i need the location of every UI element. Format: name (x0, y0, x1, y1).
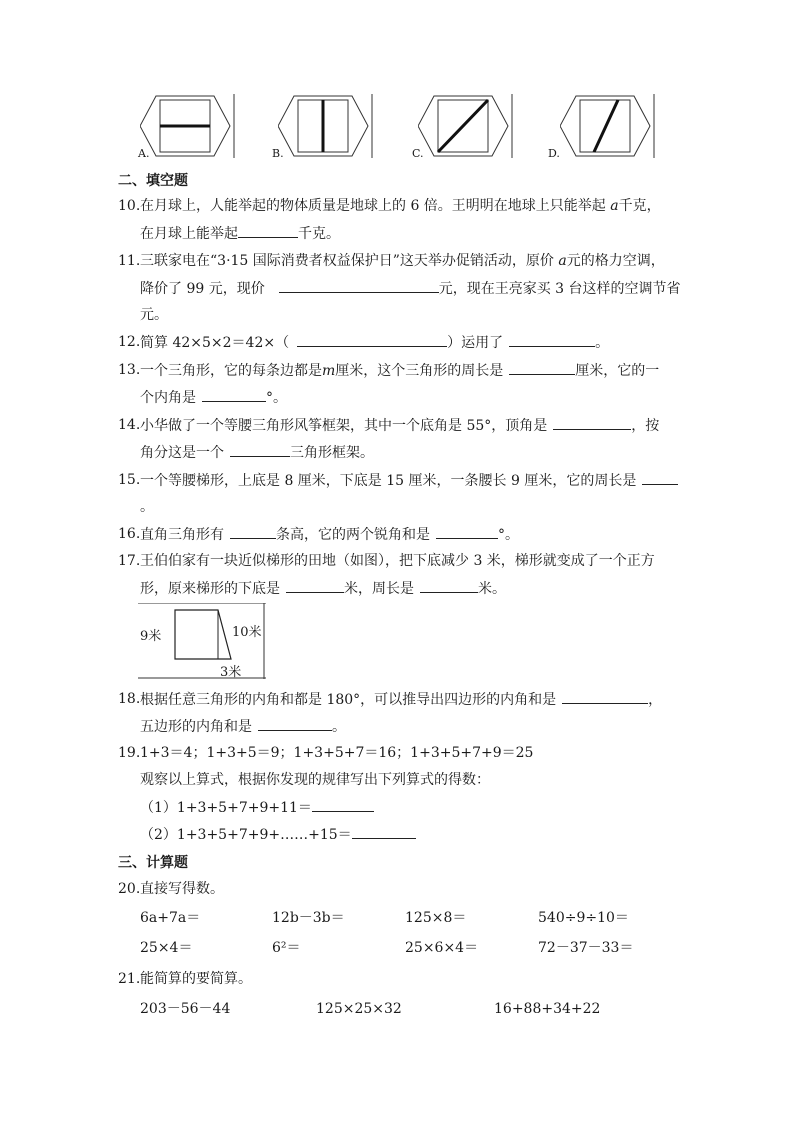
q13-line1 (140, 360, 659, 381)
q18-blank-1[interactable] (562, 689, 648, 704)
q13-text-1c: 厘米，它的一 (575, 363, 660, 379)
q20-number: 20. (118, 881, 141, 897)
q14-number: 14. (118, 417, 141, 433)
q14-line1 (140, 415, 659, 436)
q20-r2c1: 25×4＝ (140, 940, 193, 956)
q19-part1-text: （1）1+3+5+7+9+11＝ (140, 800, 312, 816)
q20-r1c1: 6a+7a＝ (140, 910, 201, 926)
q18-text-1b: ， (648, 692, 663, 708)
q13-text-2a: 个内角是 (140, 390, 196, 406)
q17-text-2b: 米，周长是 (344, 581, 414, 597)
q14-blank-1[interactable] (553, 415, 631, 430)
q13-line2 (140, 387, 287, 408)
option-d-label: D. (548, 147, 560, 160)
hexagon-figure-d (560, 94, 656, 158)
q11-number: 11. (118, 253, 141, 269)
q13-number: 13. (118, 362, 141, 378)
fig-label-bottom: 3米 (220, 665, 242, 680)
q16-text-c: °。 (498, 527, 519, 543)
q18-text-2b: 。 (332, 719, 346, 735)
q12-line (140, 332, 609, 353)
q17-blank-2[interactable] (420, 578, 478, 593)
q15-line1 (140, 470, 678, 491)
q17-blank-1[interactable] (286, 578, 344, 593)
q12-number: 12. (118, 334, 141, 350)
q21-number: 21. (118, 971, 141, 987)
q19-blank-2[interactable] (352, 824, 416, 839)
option-b-label: B. (272, 147, 284, 160)
q11-text-2b: 元，现在王亮家买 3 台这样的空调节省 (438, 281, 681, 297)
q15-text-1: 一个等腰梯形，上底是 8 厘米，下底是 15 厘米，一条腰长 9 厘米，它的周长是 (140, 473, 637, 489)
q16-blank-2[interactable] (436, 524, 498, 539)
q16-line (140, 524, 519, 545)
q10-line2 (140, 223, 340, 244)
q11-answer-blank[interactable] (279, 278, 439, 293)
q16-text-a: 直角三角形有 (140, 527, 224, 543)
q13-blank-1[interactable] (509, 360, 575, 375)
section-calc-heading: 三、计算题 (118, 855, 188, 871)
q14-line2 (140, 442, 374, 463)
q19-blank-1[interactable] (312, 797, 374, 812)
q17-line2 (140, 578, 506, 599)
q18-line2 (140, 716, 346, 737)
option-a[interactable] (140, 94, 236, 158)
q18-number: 18. (118, 691, 141, 707)
option-d[interactable] (560, 94, 656, 158)
q19-part2-text: （2）1+3+5+7+9+……+15＝ (140, 827, 352, 843)
q13-var: m (322, 363, 336, 379)
q10-text-2a: 在月球上能举起 (140, 226, 238, 242)
q14-text-2b: 三角形框架。 (290, 445, 374, 461)
q11-text-2a: 降价了 99 元，现价 (140, 281, 265, 297)
q21-item-2: 125×25×32 (316, 1001, 402, 1017)
q17-text-2c: 米。 (478, 581, 506, 597)
q14-blank-2[interactable] (230, 442, 290, 457)
q13-text-1b: 厘米，这个三角形的周长是 (335, 363, 504, 379)
q11-line3: 元。 (140, 307, 168, 323)
q17-text-2a: 形，原来梯形的下底是 (140, 581, 280, 597)
q11-var: a (558, 253, 567, 269)
q15-line2: 。 (140, 499, 154, 515)
q11-line1 (140, 251, 665, 271)
q20-r2c2: 6²＝ (272, 940, 301, 956)
q20-r1c2: 12b－3b＝ (272, 910, 345, 926)
q12-blank-1[interactable] (297, 332, 447, 347)
option-a-label: A. (138, 147, 150, 160)
q12-blank-2[interactable] (509, 332, 595, 347)
q10-text-1: 在月球上，人能举起的物体质量是地球上的 6 倍。王明明在地球上只能举起 (140, 198, 606, 214)
q17-line1: 王伯伯家有一块近似梯形的田地（如图），把下底减少 3 米，梯形就变成了一个正方 (140, 553, 655, 569)
q10-text-2b: 千克。 (298, 226, 340, 242)
hexagon-figure-a (140, 94, 236, 158)
q16-number: 16. (118, 526, 141, 542)
q19-line2: 观察以上算式，根据你发现的规律写出下列算式的得数： (140, 772, 490, 788)
q10-var: a (610, 198, 619, 214)
q11-line2 (140, 278, 681, 299)
q14-text-2a: 角分这是一个 (140, 445, 224, 461)
hexagon-figure-b (278, 94, 374, 158)
fig-label-right: 10米 (232, 625, 262, 640)
q13-text-2b: °。 (266, 390, 287, 406)
option-b[interactable] (278, 94, 374, 158)
hexagon-figure-c (418, 94, 514, 158)
q18-text-2a: 五边形的内角和是 (140, 719, 252, 735)
fig-label-left: 9米 (140, 629, 162, 644)
q15-blank[interactable] (642, 470, 678, 485)
q11-text-1a: 三联家电在“3·15 国际消费者权益保护日”这天举办促销活动，原价 (140, 253, 554, 269)
q16-text-b: 条高，它的两个锐角和是 (276, 527, 430, 543)
q16-blank-1[interactable] (230, 524, 276, 539)
section-fill-heading: 二、填空题 (118, 173, 188, 189)
q21-item-3: 16+88+34+22 (494, 1001, 601, 1017)
q19-part1 (140, 797, 374, 818)
q17-number: 17. (118, 553, 141, 569)
q19-number: 19. (118, 745, 141, 761)
q20-r2c4: 72－37－33＝ (538, 940, 634, 956)
q20-r1c3: 125×8＝ (405, 910, 467, 926)
q21-title: 能简算的要简算。 (140, 971, 252, 987)
q10-answer-blank[interactable] (238, 223, 298, 238)
q13-text-1a: 一个三角形，它的每条边都是 (140, 363, 322, 379)
q18-text-1a: 根据任意三角形的内角和都是 180°，可以推导出四边形的内角和是 (140, 692, 557, 708)
trapezoid-figure (138, 603, 266, 679)
option-c[interactable] (418, 94, 514, 158)
q14-text-1b: ，按 (631, 418, 660, 434)
q10-line1 (140, 196, 661, 216)
option-c-label: C. (412, 147, 424, 160)
q20-r2c3: 25×6×4＝ (405, 940, 479, 956)
q12-text-a: 简算 42×5×2＝42×（ (140, 335, 290, 351)
q10-number: 10. (118, 198, 141, 214)
q12-text-b: ）运用了 (447, 335, 504, 351)
q14-text-1a: 小华做了一个等腰三角形风筝框架，其中一个底角是 55°，顶角是 (140, 418, 548, 434)
q20-r1c4: 540÷9÷10＝ (538, 910, 629, 926)
q20-title: 直接写得数。 (140, 881, 224, 897)
q15-number: 15. (118, 472, 141, 488)
q18-blank-2[interactable] (258, 716, 332, 731)
q13-blank-2[interactable] (202, 387, 266, 402)
q10-text-1b: 千克， (618, 198, 661, 214)
q19-part2 (140, 824, 416, 845)
q19-line1: 1+3＝4；1+3+5＝9；1+3+5+7＝16；1+3+5+7+9＝25 (140, 745, 534, 761)
q18-line1 (140, 689, 662, 710)
q11-text-1b: 元的格力空调， (566, 253, 665, 269)
q21-item-1: 203－56－44 (140, 1001, 231, 1017)
q12-text-c: 。 (595, 335, 610, 351)
